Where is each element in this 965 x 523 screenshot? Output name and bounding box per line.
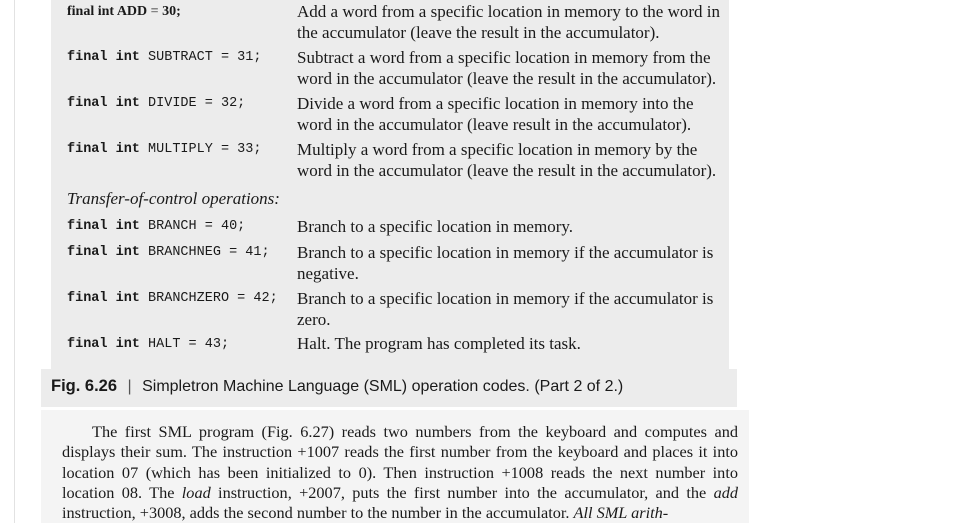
desc-divide: Divide a word from a specific location in memory into the word in the accumulator (leave result in the accumulator). [297, 94, 694, 134]
code-name: BRANCHZERO [148, 291, 230, 306]
paragraph-italic-tail: All SML arith- [573, 503, 669, 523]
code-branchneg: final int BRANCHNEG = 41; [67, 245, 270, 260]
code-value: 41; [245, 245, 270, 260]
code-name: BRANCHNEG [148, 245, 221, 260]
figure-caption [51, 377, 623, 396]
desc-branchzero: Branch to a specific location in memory if the accumulator is zero. [297, 289, 714, 329]
body-paragraph [62, 422, 738, 523]
desc-subtract: Subtract a word from a specific location in memory from the word in the accumulator (leave the result in the accumulator). [297, 48, 717, 88]
desc-add: Add a word from a specific location in memory to the word in the accumulator (leave the result in the accumulator). [297, 2, 720, 42]
code-name: HALT [148, 337, 181, 352]
code-value: 31; [237, 50, 262, 65]
code-value: 40; [220, 219, 246, 234]
code-keyword: final int [67, 142, 140, 157]
figure-label: Fig. 6.26 [51, 377, 118, 395]
code-value: 33; [237, 142, 262, 157]
code-value: 32; [220, 96, 246, 111]
paragraph-add-term: add [713, 482, 739, 502]
desc-multiply: Multiply a word from a specific location in memory by the word in the accumulator (leave the result in the accumulator). [297, 140, 717, 180]
section-heading-transfer-of-control: Transfer-of-control operations: [67, 189, 280, 208]
code-name: SUBTRACT [148, 50, 213, 65]
desc-branch: Branch to a specific location in memory. [297, 217, 574, 236]
code-keyword: final int [67, 4, 115, 19]
code-add: final int ADD = 30; [67, 4, 181, 19]
code-divide: final int DIVIDE = 32; [67, 96, 246, 111]
caption-separator: | [127, 378, 132, 395]
code-subtract: final int SUBTRACT = 31; [67, 50, 262, 65]
code-halt: final int HALT = 43; [67, 337, 230, 352]
desc-halt: Halt. The program has completed its task. [297, 334, 581, 353]
code-keyword: final int [67, 337, 140, 352]
caption-text: Simpletron Machine Language (SML) operation codes. (Part 2 of 2.) [142, 378, 624, 395]
code-name: DIVIDE [148, 96, 197, 111]
code-keyword: final int [67, 291, 140, 306]
page-left-rule [14, 0, 15, 523]
code-value: 43; [204, 337, 230, 352]
paragraph-text-1: The first SML program (Fig. 6.27) reads two numbers from the keyboard and computes and displays their sum. The instruction +1007 reads the first number from the keyboard and places it into location 07 (which has been initialized to 0). Then instruction +1008 reads the next number into location 08. The [62, 422, 738, 502]
paragraph-text-3: instruction, +3008, adds the second number to the number in the accumulator. [62, 503, 574, 523]
paragraph-text-2: instruction, +2007, puts the first number into the accumulator, and the [210, 482, 714, 502]
code-name: MULTIPLY [148, 142, 213, 157]
opcode-table [51, 0, 729, 369]
code-branch: final int BRANCH = 40; [67, 219, 246, 234]
code-value: 30; [162, 4, 181, 19]
code-name: ADD [116, 4, 148, 19]
code-name: BRANCH [148, 219, 197, 234]
code-keyword: final int [67, 219, 140, 234]
paragraph-load-term: load [181, 482, 211, 502]
code-branchzero: final int BRANCHZERO = 42; [67, 291, 278, 306]
code-keyword: final int [67, 50, 140, 65]
code-value: 42; [253, 291, 278, 306]
code-keyword: final int [67, 96, 140, 111]
code-keyword: final int [67, 245, 140, 260]
code-multiply: final int MULTIPLY = 33; [67, 142, 262, 157]
desc-branchneg: Branch to a specific location in memory if the accumulator is negative. [297, 243, 714, 283]
